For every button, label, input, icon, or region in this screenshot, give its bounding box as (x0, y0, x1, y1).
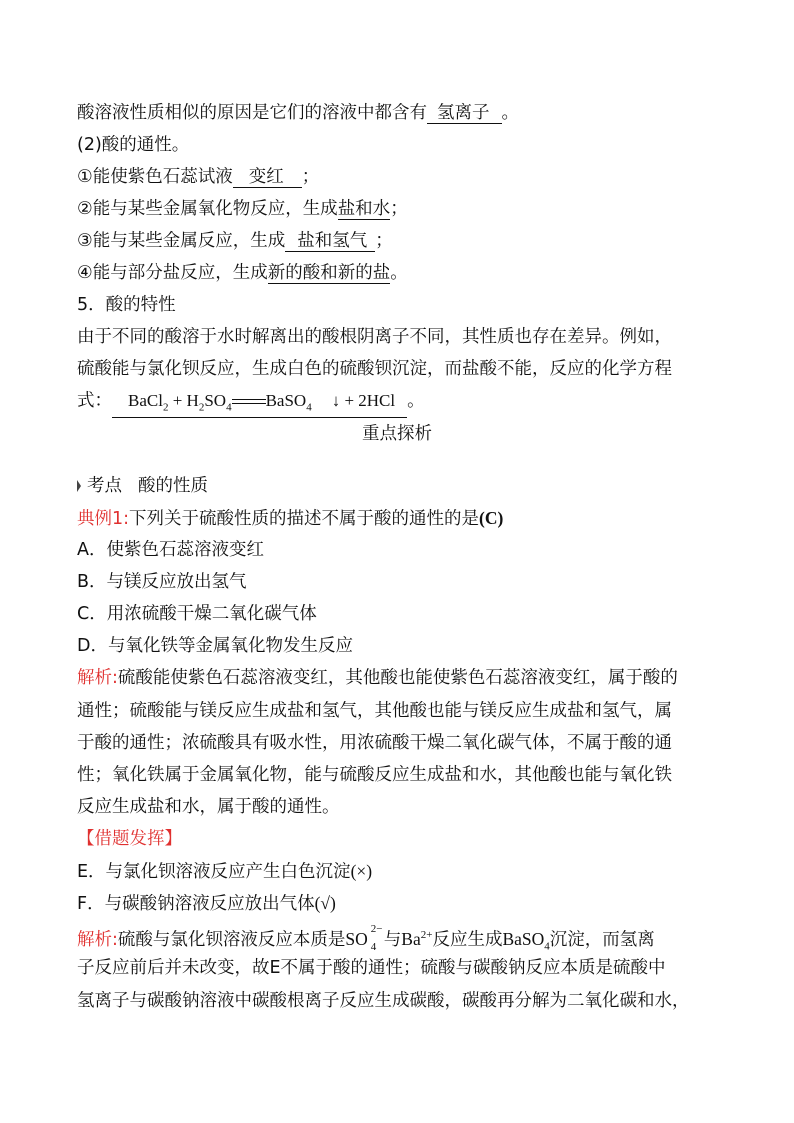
text: 。 (390, 263, 408, 283)
ion-formula: SO (345, 928, 368, 949)
analysis-text: 氢离子与碳酸钠溶液中碳酸根离子反应生成碳酸，碳酸再分解为二氧化碳和水， (77, 991, 690, 1011)
text: 酸溶液性质相似的原因是它们的溶液中都含有 (77, 103, 427, 123)
triangle-marker-icon (77, 480, 81, 492)
text: ； (301, 167, 320, 187)
paragraph-line-3 (77, 166, 319, 188)
equals-sign (232, 398, 266, 406)
section-title-text: 重点探析 (362, 424, 432, 444)
question-text: 下列关于硫酸性质的描述不属于酸的通性的是 (129, 509, 480, 529)
paragraph-line-8 (77, 326, 672, 348)
analysis-line (77, 764, 672, 786)
section-title (0, 423, 794, 445)
subscript: 4 (544, 940, 550, 953)
paragraph-line-5 (77, 230, 393, 252)
option-f (77, 892, 336, 915)
analysis-text: 与 (383, 929, 402, 950)
analysis-line (77, 796, 340, 818)
text: ； (390, 199, 408, 219)
subscript: 2 (162, 401, 169, 414)
text: 式： (77, 391, 112, 411)
ion-formula: Ba (401, 928, 421, 949)
option-a (77, 539, 264, 561)
formula-part: + H (168, 391, 199, 410)
analysis-text: 反应生成 (432, 929, 503, 950)
paragraph-line-9 (77, 358, 672, 380)
analysis-label: 解析: (77, 929, 118, 950)
analysis-text: 反应生成盐和水，属于酸的通性。 (77, 797, 340, 817)
answer-text: 新的酸和新的盐 (267, 263, 391, 283)
option-text: F．与碳酸钠溶液反应放出气体 (77, 894, 315, 914)
analysis-text: 于酸的通性；浓硫酸具有吸水性，用浓硫酸干燥二氧化碳气体，不属于酸的通 (77, 733, 672, 753)
paragraph-line-1 (77, 102, 519, 124)
extend-heading (77, 828, 182, 850)
subscript: 2 (198, 401, 205, 414)
option-text: B．与镁反应放出氢气 (77, 572, 247, 592)
option-d (77, 635, 353, 657)
analysis-text: 沉淀，而氢离 (549, 929, 655, 950)
equation-blank (112, 391, 407, 418)
text: ④能与部分盐反应，生成 (77, 263, 268, 283)
analysis-text: 性；氧化铁属于金属氧化物，能与硫酸反应生成盐和水，其他酸也能与氧化铁 (77, 765, 672, 785)
ion-charge (368, 923, 384, 953)
subscript: 4 (306, 401, 312, 414)
option-c (77, 603, 317, 625)
topic-label: 考点 (87, 476, 122, 496)
answer-text: 变红 (248, 167, 284, 187)
text: ； (375, 231, 393, 251)
analysis-text: 通性；硫酸能与镁反应生成盐和氢气，其他酸也能与镁反应生成盐和氢气，属 (77, 701, 672, 721)
text: ③能与某些金属反应，生成 (77, 231, 286, 251)
analysis-line (77, 732, 672, 754)
charge-text: 2+ (420, 929, 433, 941)
formula: BaSO (502, 928, 545, 949)
formula-part: + 2HCl (344, 391, 396, 410)
topic-title: 酸的性质 (138, 476, 208, 496)
example-label: 典例1: (77, 509, 130, 529)
answer-text: 盐和水 (337, 199, 391, 219)
paragraph-line-6 (77, 262, 408, 284)
option-b (77, 571, 247, 593)
analysis-line (77, 667, 678, 689)
answer-text: 盐和氢气 (297, 231, 368, 251)
answer-text: 氢离子 (437, 103, 490, 123)
analysis-line (77, 990, 690, 1012)
option-text: E．与氯化钡溶液反应产生白色沉淀 (77, 862, 351, 882)
option-e (77, 860, 372, 883)
option-text: A．使紫色石蕊溶液变红 (77, 540, 264, 560)
text: 。 (501, 103, 519, 123)
extend-label: 【借题发挥】 (77, 829, 182, 849)
analysis-line (77, 957, 666, 979)
formula-part: SO (204, 391, 227, 410)
charge-text: 2− (370, 923, 383, 935)
topic-heading (77, 475, 208, 497)
text: 。 (407, 391, 425, 411)
text: ②能与某些金属氧化物反应，生成 (77, 199, 338, 219)
analysis-text: 子反应前后并未改变，故E不属于酸的通性；硫酸与碳酸钠反应本质是硫酸中 (77, 958, 666, 978)
answer-blank (268, 263, 391, 284)
example-question (77, 507, 503, 530)
formula-part: BaSO (265, 391, 307, 410)
answer-blank (427, 103, 502, 124)
analysis-text: 硫酸能使紫色石蕊溶液变红，其他酸也能使紫色石蕊溶液变红，属于酸的 (117, 668, 678, 688)
option-text: C．用浓硫酸干燥二氧化碳气体 (77, 604, 317, 624)
paragraph-line-4 (77, 198, 408, 220)
equation-line (77, 390, 425, 418)
answer-blank (285, 231, 375, 252)
paragraph-line-2 (77, 134, 189, 156)
subscript: 4 (226, 401, 232, 414)
option-text: D．与氧化铁等金属氧化物发生反应 (77, 636, 353, 656)
analysis-label: 解析: (77, 668, 118, 688)
text: ①能使紫色石蕊试液 (77, 167, 233, 187)
precipitate-arrow: ↓ (331, 391, 341, 410)
analysis-line (77, 924, 655, 957)
subheading: (2)酸的通性。 (77, 135, 190, 155)
paragraph-line-7 (77, 294, 176, 316)
judgement-mark: (√) (314, 893, 336, 913)
analysis-text: 硫酸与氯化钡溶液反应本质是 (117, 929, 346, 950)
answer-text: (C) (479, 508, 504, 528)
subscript: 4 (370, 941, 377, 953)
text: 硫酸能与氯化钡反应，生成白色的硫酸钡沉淀，而盐酸不能，反应的化学方程 (77, 359, 672, 379)
judgement-mark: (×) (350, 861, 373, 881)
analysis-line (77, 700, 672, 722)
text: 由于不同的酸溶于水时解离出的酸根阴离子不同，其性质也存在差异。例如， (77, 327, 672, 347)
answer-blank (338, 199, 391, 220)
subheading: 5．酸的特性 (77, 295, 176, 315)
answer-blank (233, 167, 302, 188)
formula-part: BaCl (128, 391, 163, 410)
